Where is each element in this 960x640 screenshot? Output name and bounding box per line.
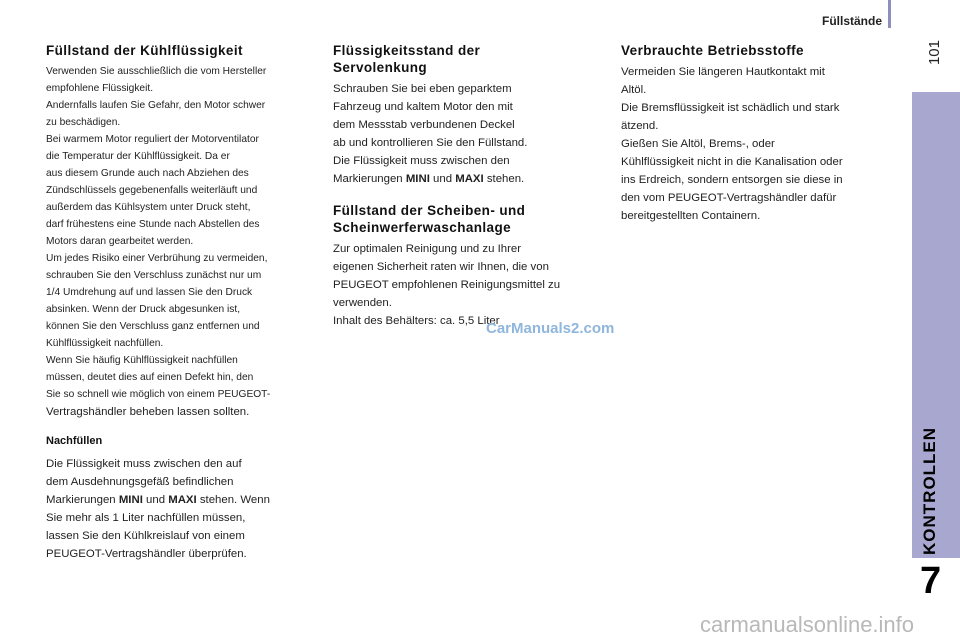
- text-line: Die Flüssigkeit muss zwischen den: [333, 155, 510, 167]
- text-line: bereitgestellten Containern.: [621, 210, 761, 222]
- washer-title: [333, 202, 608, 236]
- coolant-text: [46, 63, 321, 403]
- coolant-last-line: Vertragshändler beheben lassen sollten.: [46, 406, 250, 418]
- text-line: Markierungen: [333, 173, 406, 185]
- text-line: absinken. Wenn der Druck abgesunken ist,: [46, 304, 241, 315]
- text-line: verwenden.: [333, 297, 392, 309]
- title-line: Scheinwerferwaschanlage: [333, 220, 512, 235]
- chapter-label: KONTROLLEN: [920, 426, 939, 555]
- text-line: Verwenden Sie ausschließlich die vom Hersteller: [46, 66, 267, 77]
- refill-text: [46, 455, 321, 563]
- text-line: Gießen Sie Altöl, Brems-, oder: [621, 138, 775, 150]
- text-line: Bei warmem Motor reguliert der Motorventilator: [46, 134, 259, 145]
- text-line: Die Bremsflüssigkeit ist schädlich und stark: [621, 102, 840, 114]
- text-line: Sie mehr als 1 Liter nachfüllen müssen,: [46, 512, 246, 524]
- text-line: 1/4 Umdrehung auf und lassen Sie den Druck: [46, 287, 253, 298]
- footer-watermark: carmanualsonline.info: [700, 612, 915, 637]
- power-steering-section: [333, 42, 608, 330]
- text-line: und: [429, 173, 456, 185]
- mini-mark: MINI: [118, 494, 143, 506]
- text-line: Fahrzeug und kaltem Motor den mit: [333, 101, 513, 113]
- text-line: Andernfalls laufen Sie Gefahr, den Motor schwer: [46, 100, 266, 111]
- text-line: dem Ausdehnungsgefäß befindlichen: [46, 476, 234, 488]
- text-line: Zur optimalen Reinigung und zu Ihrer: [333, 243, 522, 255]
- text-line: PEUGEOT-Vertragshändler überprüfen.: [46, 548, 247, 560]
- text-line: Sie so schnell wie möglich von einem PEUGEOT-: [46, 389, 271, 400]
- text-line: ins Erdreich, sondern entsorgen sie diese in: [621, 174, 843, 186]
- text-line: stehen. Wenn: [196, 494, 270, 506]
- page-number: 101: [926, 40, 943, 66]
- used-fluids-section: [621, 42, 891, 225]
- running-header: Füllstände: [821, 14, 882, 28]
- text-line: müssen, deutet dies auf einen Defekt hin, den: [46, 372, 254, 383]
- washer-text: [333, 240, 608, 330]
- text-line: Zündschlüssels gegebenenfalls weiterläuft und: [46, 185, 258, 196]
- maxi-mark: MAXI: [168, 494, 197, 506]
- text-line: Altöl.: [621, 84, 647, 96]
- text-line: aus diesem Grunde auch nach Abziehen des: [46, 168, 249, 179]
- text-line: ab und kontrollieren Sie den Füllstand.: [333, 137, 528, 149]
- text-line: außerdem das Kühlsystem unter Druck steht,: [46, 202, 251, 213]
- text-line: Kühlflüssigkeit nicht in die Kanalisation oder: [621, 156, 843, 168]
- text-line: zu beschädigen.: [46, 117, 121, 128]
- text-line: Schrauben Sie bei eben geparktem: [333, 83, 512, 95]
- header-accent-bar: [888, 0, 891, 28]
- text-line: die Temperatur der Kühlflüssigkeit. Da er: [46, 151, 230, 162]
- text-line: Markierungen: [46, 494, 119, 506]
- text-line: darf frühestens eine Stunde nach Abstellen des: [46, 219, 260, 230]
- power-steering-title: [333, 42, 608, 76]
- text-line: Motors daran gearbeitet werden.: [46, 236, 194, 247]
- used-fluids-text: [621, 63, 891, 225]
- text-line: und: [142, 494, 169, 506]
- text-line: Inhalt des Behälters: ca. 5,5 Liter: [333, 315, 500, 327]
- coolant-title: Füllstand der Kühlflüssigkeit: [46, 43, 243, 58]
- power-steering-text: [333, 80, 608, 188]
- title-line: Flüssigkeitsstand der: [333, 43, 481, 58]
- text-line: Vermeiden Sie längeren Hautkontakt mit: [621, 66, 825, 78]
- used-fluids-title: Verbrauchte Betriebsstoffe: [621, 43, 804, 58]
- text-line: stehen.: [483, 173, 525, 185]
- text-line: ätzend.: [621, 120, 659, 132]
- mini-mark: MINI: [405, 173, 430, 185]
- text-line: den vom PEUGEOT-Vertragshändler dafür: [621, 192, 837, 204]
- text-line: Die Flüssigkeit muss zwischen den auf: [46, 458, 242, 470]
- text-line: PEUGEOT empfohlenen Reinigungsmittel zu: [333, 279, 561, 291]
- text-line: können Sie den Verschluss ganz entfernen und: [46, 321, 260, 332]
- text-line: eigenen Sicherheit raten wir Ihnen, die von: [333, 261, 549, 273]
- text-line: schrauben Sie den Verschluss zunächst nur um: [46, 270, 262, 281]
- center-watermark: CarManuals2.com: [486, 320, 615, 337]
- text-line: Um jedes Risiko einer Verbrühung zu vermeiden,: [46, 253, 268, 264]
- title-line: Füllstand der Scheiben- und: [333, 203, 526, 218]
- text-line: lassen Sie den Kühlkreislauf von einem: [46, 530, 245, 542]
- maxi-mark: MAXI: [455, 173, 484, 185]
- text-line: empfohlene Flüssigkeit.: [46, 83, 154, 94]
- title-line: Servolenkung: [333, 60, 428, 75]
- chapter-number: 7: [920, 560, 942, 602]
- refill-title: Nachfüllen: [46, 435, 103, 447]
- text-line: dem Messstab verbundenen Deckel: [333, 119, 515, 131]
- text-line: Wenn Sie häufig Kühlflüssigkeit nachfüllen: [46, 355, 238, 366]
- coolant-section: [46, 42, 321, 563]
- text-line: Kühlflüssigkeit nachfüllen.: [46, 338, 164, 349]
